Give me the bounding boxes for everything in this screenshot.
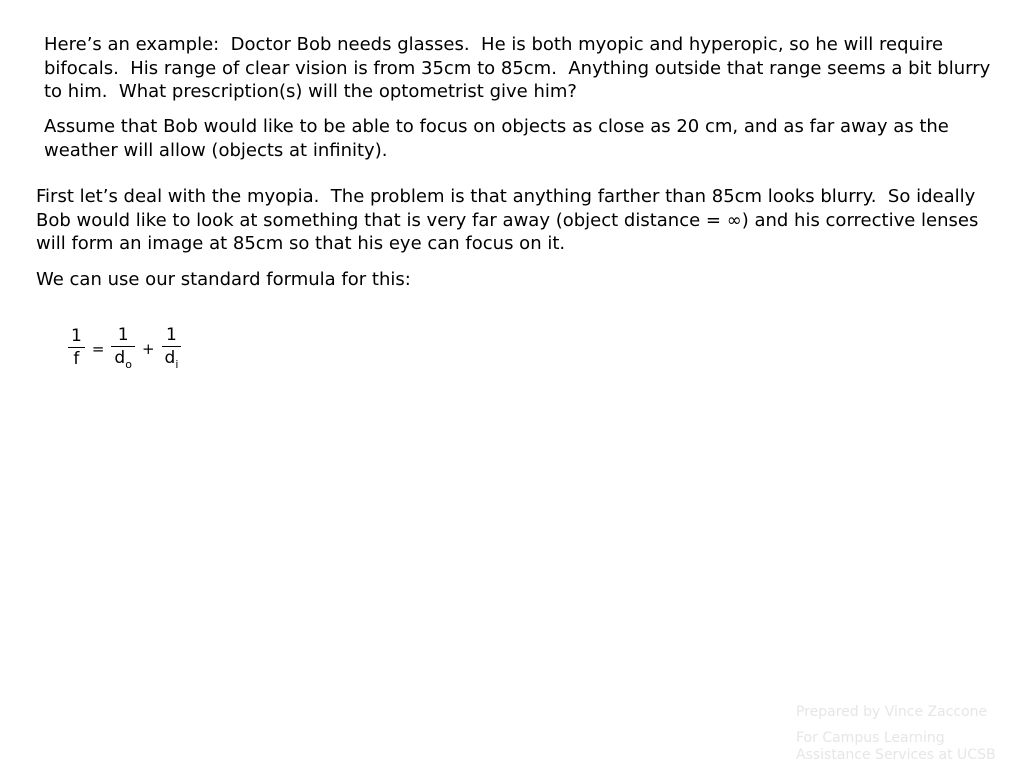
thin-lens-formula	[64, 325, 185, 370]
numerator: 1	[166, 325, 177, 345]
variable-d: d	[164, 348, 176, 368]
fraction-one-over-f	[68, 326, 85, 369]
denominator: f	[73, 349, 80, 369]
plus-sign: +	[141, 339, 155, 358]
denominator	[111, 348, 135, 370]
problem-statement: Here’s an example: Doctor Bob needs glasses. He is both myopic and hyperopic, so he will require bifocals. His range of clear vision is from 35cm to 85cm. Anything outside that range seems a bit blurry to him. What prescription(s) will the optometrist give him?	[44, 34, 997, 102]
subscript-o: o	[125, 358, 132, 371]
formula-intro: We can use our standard formula for this:	[36, 269, 411, 290]
variable-d: d	[114, 348, 126, 368]
numerator: 1	[117, 325, 129, 345]
footer-organization: For Campus Learning Assistance Services at UCSB	[796, 730, 996, 763]
fraction-one-over-di	[162, 325, 182, 370]
footer-author: Prepared by Vince Zaccone	[796, 704, 988, 720]
fraction-one-over-do	[111, 325, 135, 370]
myopia-explanation: First let’s deal with the myopia. The problem is that anything farther than 85cm looks blurry. So ideally Bob would like to look at something that is very far away (object distance = ∞) and his corrective lenses will form an image at 85cm so that his eye can focus on it.	[36, 186, 985, 254]
equals-sign: =	[91, 339, 105, 358]
numerator: 1	[71, 326, 82, 346]
denominator	[162, 348, 182, 370]
fraction-bar	[162, 346, 182, 347]
assumption-paragraph: Assume that Bob would like to be able to focus on objects as close as 20 cm, and as far away as the weather will allow (objects at infinity).	[44, 116, 955, 161]
subscript-i: i	[175, 358, 179, 371]
fraction-bar	[111, 346, 135, 347]
fraction-bar	[68, 347, 85, 348]
